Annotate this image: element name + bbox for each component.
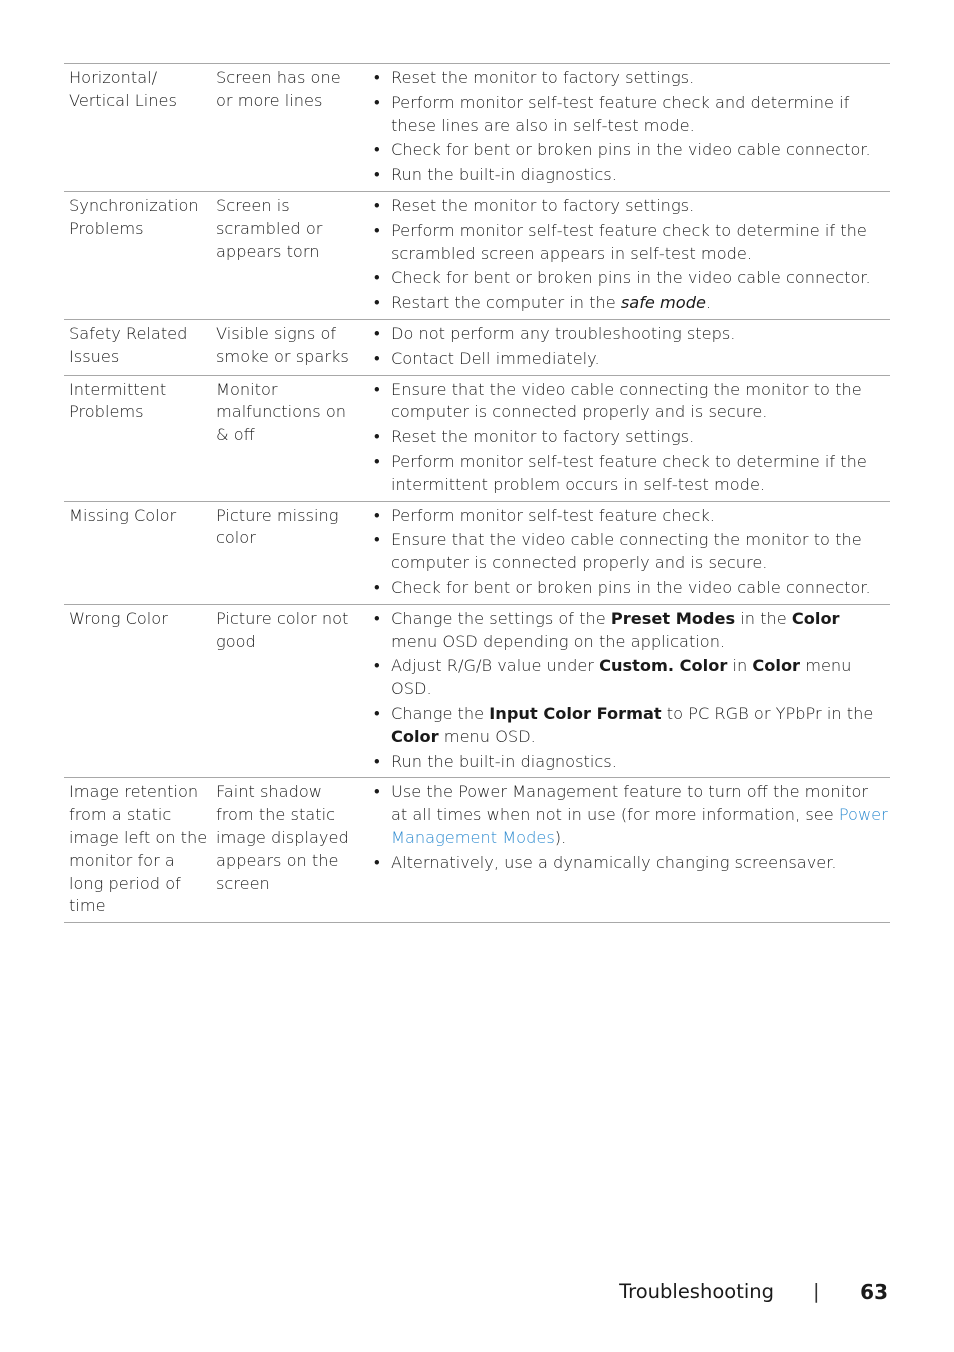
symptom-cell: Picture color not good (216, 608, 349, 651)
table-row (64, 191, 890, 319)
solution-text: Reset the monitor to factory settings. (391, 427, 695, 447)
solution-text: Reset the monitor to factory settings. (391, 195, 695, 215)
symptom-cell: Faint shadow from the static image displayed appears on the screen (216, 782, 349, 893)
solution-text: Perform monitor self-test feature check and determine if these lines are also in self-test mode. (391, 92, 850, 135)
bold-term: Color (391, 726, 439, 746)
bold-term: Color (791, 608, 840, 628)
solution-item (372, 608, 888, 654)
solution-item (372, 852, 888, 875)
solution-item (372, 348, 888, 371)
solution-list (372, 505, 888, 600)
solution-item (372, 92, 888, 138)
problem-cell: Wrong Color (69, 608, 168, 628)
solution-text: Restart the computer in the (391, 293, 621, 313)
solution-text: Change the (391, 703, 490, 723)
solution-item (372, 323, 888, 346)
problem-cell: Safety Related Issues (69, 323, 188, 366)
bold-term: Input Color Format (489, 703, 662, 723)
symptom-cell: Visible signs of smoke or sparks (216, 323, 349, 366)
solution-text: Run the built-in diagnostics. (391, 165, 617, 185)
symptom-cell: Screen has one or more lines (216, 68, 341, 110)
solution-text: Run the built-in diagnostics. (391, 751, 617, 771)
solution-text: Adjust R/G/B value under (391, 656, 600, 676)
page-footer (0, 1280, 954, 1308)
troubleshooting-table-page (64, 63, 890, 923)
solution-text: Check for bent or broken pins in the video cable connector. (391, 577, 871, 597)
solution-text: Ensure that the video cable connecting the monitor to the computer is connected properly and is secure. (391, 530, 862, 573)
solution-text: ). (554, 827, 567, 847)
footer-section-title: Troubleshooting (619, 1280, 774, 1303)
solution-text: Perform monitor self-test feature check to determine if the intermittent problem occurs in self-test mode. (391, 451, 867, 494)
solution-text: Alternatively, use a dynamically changing screensaver. (391, 852, 837, 872)
solution-text: Check for bent or broken pins in the video cable connector. (391, 268, 871, 288)
problem-cell: Synchronization Problems (69, 195, 199, 238)
solution-item (372, 195, 888, 218)
solution-item (372, 164, 888, 187)
solution-text: Perform monitor self-test feature check. (391, 505, 715, 525)
solution-item (372, 529, 888, 575)
problem-cell: Image retention from a static image left on the monitor for a long period of time (69, 782, 208, 916)
solution-item (372, 751, 888, 774)
solutions-cell (364, 604, 890, 778)
solutions-cell (364, 64, 890, 192)
solution-list (372, 323, 888, 371)
bold-term: Preset Modes (610, 608, 736, 628)
footer-separator: | (813, 1280, 820, 1303)
solution-text: in the (735, 608, 792, 628)
solution-item (372, 781, 888, 849)
solution-text: . (705, 293, 712, 313)
solution-text: Contact Dell immediately. (391, 348, 600, 368)
solution-list (372, 608, 888, 774)
solution-item (372, 703, 888, 749)
solution-text: Change the settings of the (391, 608, 611, 628)
symptom-cell: Monitor malfunctions on & off (216, 379, 347, 445)
solution-text: Perform monitor self-test feature check to determine if the scrambled screen appears in self-test mode. (391, 220, 867, 263)
solutions-cell (364, 319, 890, 375)
solution-item (372, 379, 888, 425)
solutions-cell (364, 778, 890, 923)
solution-text: menu OSD depending on the application. (391, 631, 726, 651)
solution-list (372, 379, 888, 497)
solution-item (372, 451, 888, 497)
solution-item (372, 655, 888, 701)
solution-list (372, 67, 888, 187)
table-row (64, 375, 890, 501)
problem-cell: Intermittent Problems (69, 379, 167, 422)
solution-text: to PC RGB or YPbPr in the (661, 703, 874, 723)
solution-text: Check for bent or broken pins in the video cable connector. (391, 140, 871, 160)
table-row (64, 604, 890, 778)
solution-item (372, 426, 888, 449)
table-row (64, 64, 890, 192)
problem-cell: Horizontal/ Vertical Lines (69, 68, 177, 110)
solution-item (372, 292, 888, 315)
solution-list (372, 781, 888, 874)
solution-text: Ensure that the video cable connecting the monitor to the computer is connected properly and is secure. (391, 379, 862, 422)
table-row (64, 778, 890, 923)
solution-text: Do not perform any troubleshooting steps. (391, 323, 736, 343)
page-number: 63 (860, 1280, 888, 1304)
solution-text: menu OSD. (438, 726, 536, 746)
symptom-cell: Picture missing color (216, 505, 339, 548)
solutions-cell (364, 501, 890, 604)
solutions-cell (364, 191, 890, 319)
solution-text: menu OSD. (391, 656, 852, 699)
table-row (64, 319, 890, 375)
table-row (64, 501, 890, 604)
solution-item (372, 267, 888, 290)
symptom-cell: Screen is scrambled or appears torn (216, 195, 323, 261)
solutions-cell (364, 375, 890, 501)
solution-item (372, 220, 888, 266)
solution-list (372, 195, 888, 315)
solution-item (372, 67, 888, 90)
italic-term: safe mode (620, 293, 706, 313)
solution-text: Use the Power Management feature to turn off the monitor at all times when not in use (for more information, see (391, 782, 869, 825)
troubleshooting-table (64, 63, 890, 923)
solution-text: Reset the monitor to factory settings. (391, 68, 695, 87)
solution-item (372, 139, 888, 162)
power-management-modes-link[interactable]: Power Management Modes (391, 805, 888, 847)
problem-cell: Missing Color (69, 505, 177, 525)
bold-term: Custom. Color (599, 656, 728, 676)
solution-text: in (727, 656, 753, 676)
bold-term: Color (752, 656, 801, 676)
troubleshooting-table-body (64, 64, 890, 923)
solution-item (372, 505, 888, 528)
solution-item (372, 577, 888, 600)
